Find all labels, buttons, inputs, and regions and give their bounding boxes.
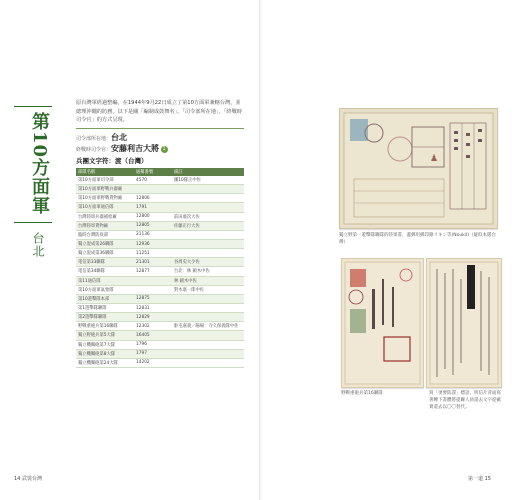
table-row xyxy=(76,313,244,322)
cell-unit-name: 獨立機關砲第24大隊 xyxy=(76,358,134,367)
table-row xyxy=(76,303,244,312)
table-row xyxy=(76,285,244,294)
table-row xyxy=(76,185,244,194)
cell-remarks: 台北：林 穎木中佐 xyxy=(172,267,244,276)
table-row xyxy=(76,276,244,285)
commander-line xyxy=(76,143,168,154)
cell-unit-name: 第10方面軍通信隊 xyxy=(76,203,134,212)
cell-remarks: 對木康一郎中佐 xyxy=(172,285,244,294)
footnote-badge: 1 xyxy=(162,146,166,152)
cell-remarks xyxy=(172,194,244,203)
right-page-footer: 第一道 15 xyxy=(468,476,491,482)
table-row xyxy=(76,212,244,221)
table-row xyxy=(76,203,244,212)
cell-unit-name: 第10方面軍野戰貨物廠 xyxy=(76,194,134,203)
table-row xyxy=(76,340,244,349)
envelope-caption: 獨立野第一遊擊隊聯隊的陸軍書，蓋郵用郵印錄リキシ等(Noukil)（疑似本隊台灣） xyxy=(339,233,497,245)
table-row xyxy=(76,176,244,185)
hq-label: 司令部所在地： xyxy=(76,136,112,142)
title-bottom-rule xyxy=(14,222,52,223)
cell-remarks xyxy=(172,349,244,358)
cell-code-number: 12829 xyxy=(134,313,172,322)
cell-code-number xyxy=(134,276,172,285)
cell-remarks xyxy=(172,331,244,340)
postcard-left-caption: 野戰重砲兵第16聯隊 xyxy=(341,391,383,396)
cell-unit-name: 獨立混成第26聯隊 xyxy=(76,239,134,248)
hq-line xyxy=(76,132,127,143)
cell-code-number: 12800 xyxy=(134,212,172,221)
left-page-footer: 14 武裝台灣 xyxy=(14,476,42,482)
commander-value: 安藤利吉大將 xyxy=(111,143,160,153)
cell-code-number: 1797 xyxy=(134,349,172,358)
cell-remarks xyxy=(172,249,244,258)
cell-code-number: 12805 xyxy=(134,221,172,230)
envelope-photo xyxy=(339,108,498,229)
divider xyxy=(76,128,244,129)
cell-code-number: 12936 xyxy=(134,239,172,248)
cell-code-number: 12875 xyxy=(134,294,172,303)
cell-unit-name: 臨時台灣防疫部 xyxy=(76,230,134,239)
table-row xyxy=(76,230,244,239)
chapter-title: 第10方面軍 xyxy=(29,112,50,216)
cell-remarks xyxy=(172,203,244,212)
cell-code-number xyxy=(134,185,172,194)
cell-remarks: 谷周史大少佐 xyxy=(172,258,244,267)
intro-text: 原台灣軍經過整編，在1944年9月22日成立了第10方面軍兼轄台灣，並總理沖繩的防務，以下是關「編制成鼓舞名」、「司令部所在地」、「終戰時司令官」的方式呈現。 xyxy=(76,100,242,123)
unit-code: 兵團文字符：渡（台灣） xyxy=(76,157,148,165)
cell-remarks: 佐藤正行大佐 xyxy=(172,221,244,230)
region-title: 台北 xyxy=(31,232,45,258)
hq-value: 台北 xyxy=(111,132,128,142)
postcard-back-illustration xyxy=(427,259,501,387)
cell-unit-name: 野戰重砲兵第16聯隊 xyxy=(76,322,134,331)
header-code-number: 通稱番號 xyxy=(134,168,172,176)
table-row xyxy=(76,349,244,358)
cell-remarks xyxy=(172,313,244,322)
cell-remarks xyxy=(172,239,244,248)
cell-remarks xyxy=(172,185,244,194)
cell-code-number: 11251 xyxy=(134,249,172,258)
cell-unit-name: 電信第33聯隊 xyxy=(76,258,134,267)
cell-unit-name: 獨立野砲兵第5大隊 xyxy=(76,331,134,340)
cell-remarks xyxy=(172,294,244,303)
table-row xyxy=(76,249,244,258)
table-row xyxy=(76,294,244,303)
units-table xyxy=(76,168,244,368)
envelope-illustration xyxy=(340,109,497,228)
cell-unit-name: 第10方面軍司令部 xyxy=(76,176,134,185)
cell-unit-name: 獨立機關砲第7大隊 xyxy=(76,340,134,349)
table-row xyxy=(76,194,244,203)
cell-unit-name: 第11通信隊 xyxy=(76,276,134,285)
table-row xyxy=(76,267,244,276)
header-unit-name: 部隊名稱 xyxy=(76,168,134,176)
cell-code-number: 1796 xyxy=(134,340,172,349)
commander-label: 終戰時司令官： xyxy=(76,147,112,153)
cell-remarks: 前田康次大佐 xyxy=(172,212,244,221)
cell-code-number: 1791 xyxy=(134,203,172,212)
svg-text:♟: ♟ xyxy=(430,154,439,164)
cell-unit-name: 第10遊擊隊本部 xyxy=(76,294,134,303)
right-page xyxy=(262,0,520,500)
table-header-row xyxy=(76,168,244,176)
cell-remarks: 團10隊正中佐 xyxy=(172,176,244,185)
cell-code-number: 12877 xyxy=(134,267,172,276)
cell-unit-name: 獨立機關砲第8大隊 xyxy=(76,349,134,358)
cell-code-number: 16405 xyxy=(134,331,172,340)
cell-remarks xyxy=(172,303,244,312)
table-row xyxy=(76,331,244,340)
cell-remarks xyxy=(172,358,244,367)
title-top-rule xyxy=(14,106,52,107)
cell-code-number: 21301 xyxy=(134,258,172,267)
cell-code-number: 4570 xyxy=(134,176,172,185)
cell-unit-name: 第2遊擊隊聯隊 xyxy=(76,313,134,322)
cell-unit-name: 第10方面軍野戰兵器廠 xyxy=(76,185,134,194)
cell-remarks: 林 穎木中佐 xyxy=(172,276,244,285)
cell-remarks xyxy=(172,340,244,349)
cell-remarks: 駐屯嘉義／陽場：寺久保義隊中佐 xyxy=(172,322,244,331)
cell-code-number: 21136 xyxy=(134,230,172,239)
cell-unit-name: 台灣陸軍貨物廠 xyxy=(76,221,134,230)
table-row xyxy=(76,221,244,230)
postcard-right-caption: 寫「須要防諜」標語，明信片背面寫著轉下書體將提聯人員還去文字從確實還去以〇〇替代。 xyxy=(429,391,501,410)
cell-remarks xyxy=(172,230,244,239)
cell-unit-name: 第1遊擊隊聯隊 xyxy=(76,303,134,312)
cell-unit-name: 第10方面軍氣象隊 xyxy=(76,285,134,294)
table-row xyxy=(76,358,244,367)
header-remarks: 備註 xyxy=(172,168,244,176)
cell-code-number xyxy=(134,285,172,294)
cell-unit-name: 電信第34聯隊 xyxy=(76,267,134,276)
cell-code-number: 14202 xyxy=(134,358,172,367)
postcard-front-illustration xyxy=(342,259,423,387)
cell-unit-name: 獨立混成第36聯隊 xyxy=(76,249,134,258)
cell-code-number: 12302 xyxy=(134,322,172,331)
table-row xyxy=(76,322,244,331)
cell-unit-name: 台灣陸軍兵器補給廠 xyxy=(76,212,134,221)
table-row xyxy=(76,239,244,248)
cell-code-number: 12806 xyxy=(134,194,172,203)
postcard-photo-right xyxy=(426,258,502,388)
postcard-photo-left xyxy=(341,258,424,388)
cell-code-number: 12831 xyxy=(134,303,172,312)
table-row xyxy=(76,258,244,267)
